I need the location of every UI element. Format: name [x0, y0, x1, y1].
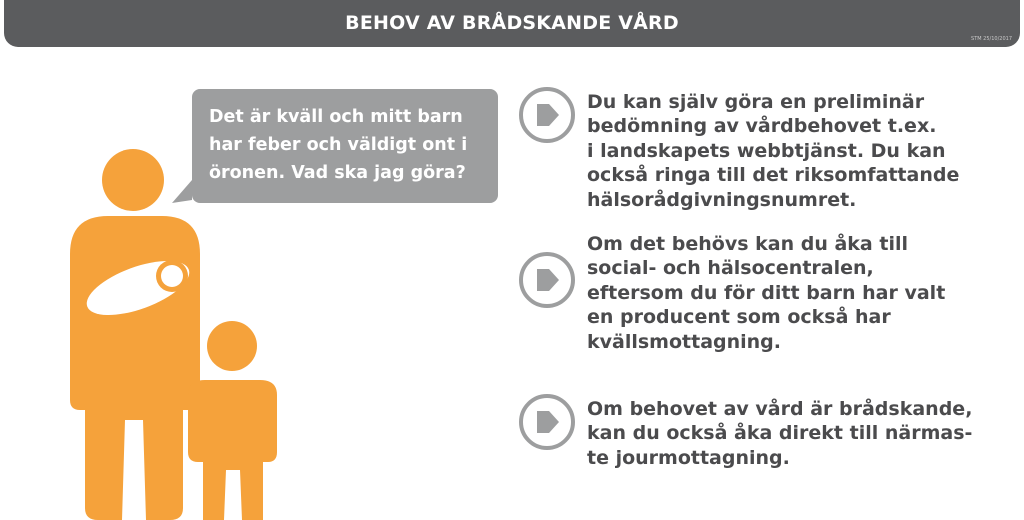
step-text [587, 232, 1007, 354]
step-text [587, 90, 1007, 212]
speech-bubble-tail [172, 180, 192, 203]
step-line: kan du också åka direkt till närmas- [587, 422, 973, 445]
step-line: i landskapets webbtjänst. Du kan [587, 139, 946, 162]
step-text [587, 397, 1007, 470]
step-line: Om behovet av vård är brådskande, [587, 398, 973, 420]
step-line: te jourmottagning. [587, 446, 790, 469]
arrow-circle-icon [518, 251, 576, 309]
step-line: eftersom du för ditt barn har valt [587, 281, 946, 304]
adult-head [102, 149, 164, 211]
step-line: Om det behövs kan du åka till [587, 233, 908, 255]
child-body [188, 380, 277, 520]
child-head [207, 321, 257, 371]
arrow-circle-icon [518, 86, 576, 144]
step-line: social- och hälsocentralen, [587, 257, 874, 280]
page-title: BEHOV AV BRÅDSKANDE VÅRD [345, 12, 679, 34]
adult-body [70, 216, 200, 520]
speech-line: har feber och väldigt ont i [209, 135, 468, 155]
step-line: kvällsmottagning. [587, 330, 781, 353]
speech-line: öronen. Vad ska jag göra? [209, 163, 466, 183]
step-line: också ringa till det riksomfattande [587, 164, 960, 187]
speech-line: Det är kväll och mitt barn [209, 107, 463, 127]
document-stamp: STM 25/10/2017 [971, 36, 1012, 42]
step-line: Du kan själv göra en preliminär [587, 91, 925, 113]
step-line: en producent som också har [587, 306, 891, 329]
step-line: hälsorådgivningsnumret. [587, 188, 857, 211]
speech-bubble [192, 89, 498, 203]
step-line: bedömning av vårdbehovet t.ex. [587, 115, 937, 138]
speech-bubble-text [209, 103, 494, 187]
arrow-circle-icon [518, 393, 576, 451]
